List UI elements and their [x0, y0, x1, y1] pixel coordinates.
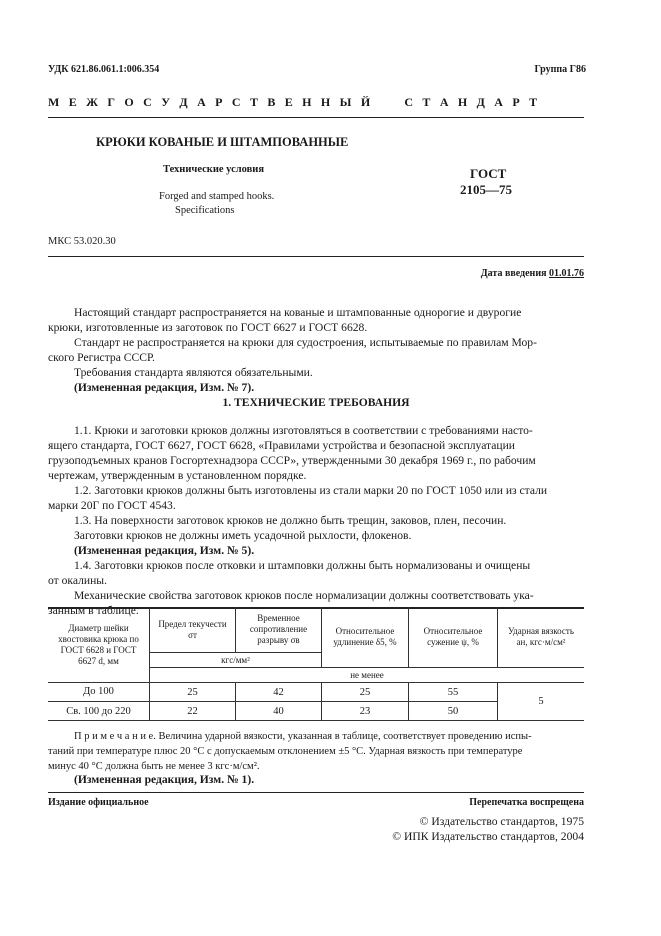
header-impact: Ударная вязкость aн, кгс·м/см²: [497, 607, 584, 668]
row1-yield: 25: [149, 682, 236, 702]
note-line3: минус 40 °С должна быть не менее 3 кгс·м/см².: [48, 761, 260, 772]
amendment-1: (Измененная редакция, Изм. № 1).: [74, 773, 255, 786]
section-heading: 1. ТЕХНИЧЕСКИЕ ТРЕБОВАНИЯ: [222, 396, 410, 409]
intro-p1-line1: Настоящий стандарт распространяется на кованые и штампованные однорогие и двурогие: [74, 306, 522, 319]
row2-yield: 22: [149, 701, 236, 721]
header-tensile: Временное сопротивление разрыву σв: [235, 607, 322, 653]
clause-1-3-amendment: (Измененная редакция, Изм. № 5).: [74, 544, 255, 557]
clause-1-2-line2: марки 20Г по ГОСТ 4543.: [48, 499, 176, 512]
clause-1-4-line3: Механические свойства заготовок крюков после нормализации должны соответствовать ука-: [74, 589, 534, 602]
header-yield: Предел текучести σт: [149, 607, 236, 653]
section1-body: [48, 423, 584, 618]
clause-1-4-line4: занным в таблице.: [48, 604, 139, 617]
copyright-2004: © ИПК Издательство стандартов, 2004: [392, 830, 584, 843]
mks-code: МКС 53.020.30: [48, 236, 116, 247]
gost-label: ГОСТ: [470, 166, 507, 181]
row2-diameter: Св. 100 до 220: [48, 701, 150, 721]
official-edition: Издание официальное: [48, 797, 149, 808]
table-note: [48, 729, 584, 774]
row1-narrowing: 55: [408, 682, 498, 702]
mechanical-properties-table: [48, 607, 584, 721]
header-narrowing: Относительное сужение ψ, %: [408, 607, 498, 668]
header-unit: кгс/мм²: [149, 652, 322, 668]
impact-value: 5: [497, 682, 584, 721]
row1-elongation: 25: [321, 682, 409, 702]
reprint-forbidden: Перепечатка воспрещена: [469, 797, 584, 808]
english-title-line1: Forged and stamped hooks.: [159, 191, 275, 202]
title-rule: [48, 256, 584, 257]
clause-1-3-line1: 1.3. На поверхности заготовок крюков не должно быть трещин, заковов, плен, песочин.: [74, 514, 507, 527]
intro-date-label: Дата введения: [480, 268, 547, 279]
interstate-standard-banner: М Е Ж Г О С У Д А Р С Т В Е Н Н Ы Й С Т А Н Д А Р Т: [48, 95, 541, 109]
intro-p3: Требования стандарта являются обязательными.: [74, 366, 313, 379]
footer-rule: [48, 792, 584, 793]
copyright-1975: © Издательство стандартов, 1975: [419, 815, 584, 828]
document-subtitle: Технические условия: [163, 164, 265, 175]
header-diameter: Диаметр шейки хвостовика крюка по ГОСТ 6628 и ГОСТ 6627 d, мм: [48, 607, 150, 683]
row2-tensile: 40: [235, 701, 322, 721]
clause-1-2-line1: 1.2. Заготовки крюков должны быть изготовлены из стали марки 20 по ГОСТ 1050 или из стали: [74, 484, 548, 497]
note-line1: П р и м е ч а н и е. Величина ударной вязкости, указанная в таблице, соответствует проведению испы-: [74, 731, 532, 742]
intro-p2-line2: ского Регистра СССР.: [48, 351, 155, 364]
row1-diameter: До 100: [48, 682, 150, 702]
udk-code: УДК 621.86.061.1:006.354: [48, 64, 160, 75]
row2-narrowing: 50: [408, 701, 498, 721]
clause-1-4-line1: 1.4. Заготовки крюков после отковки и штамповки должны быть нормализованы и очищены: [74, 559, 531, 572]
intro-date: 01.01.76: [549, 268, 584, 279]
clause-1-1-line4: чертежам, утвержденным в установленном порядке.: [48, 469, 307, 482]
english-title-line2: Specifications: [175, 205, 235, 216]
gost-number: 2105—75: [460, 182, 512, 197]
row1-tensile: 42: [235, 682, 322, 702]
header-min: не менее: [149, 667, 584, 683]
header-rule: [48, 117, 584, 118]
row2-elongation: 23: [321, 701, 409, 721]
document-title: КРЮКИ КОВАНЫЕ И ШТАМПОВАННЫЕ: [96, 135, 349, 149]
intro-p2-line1: Стандарт не распространяется на крюки для судостроения, испытываемые по правилам Мор-: [74, 336, 537, 349]
note-line2: таний при температуре плюс 20 °С с допускаемым отклонением ±5 °С. Ударная вязкость при температуре: [48, 746, 523, 757]
clause-1-1-line3: грузоподъемных кранов Госгортехнадзора СССР», утвержденными 30 декабря 1969 г., по рабочим: [48, 454, 536, 467]
clause-1-1-line2: ящего стандарта, ГОСТ 6627, ГОСТ 6628, «Правилами устройства и безопасной эксплуатации: [48, 439, 516, 452]
header-elongation: Относительное удлинение δ5, %: [321, 607, 409, 668]
clause-1-4-line2: от окалины.: [48, 574, 107, 587]
clause-1-1-line1: 1.1. Крюки и заготовки крюков должны изготовляться в соответствии с требованиями насто-: [74, 424, 533, 437]
group-code: Группа Г86: [534, 64, 586, 75]
intro-date-line: [481, 268, 584, 279]
intro-p1-line2: крюки, изготовленные из заготовок по ГОСТ 6627 и ГОСТ 6628.: [48, 321, 368, 334]
intro-amendment: (Измененная редакция, Изм. № 7).: [74, 381, 255, 394]
intro-section: [48, 305, 584, 395]
clause-1-3-line2: Заготовки крюков не должны иметь усадочной рыхлости, флокенов.: [74, 529, 412, 542]
